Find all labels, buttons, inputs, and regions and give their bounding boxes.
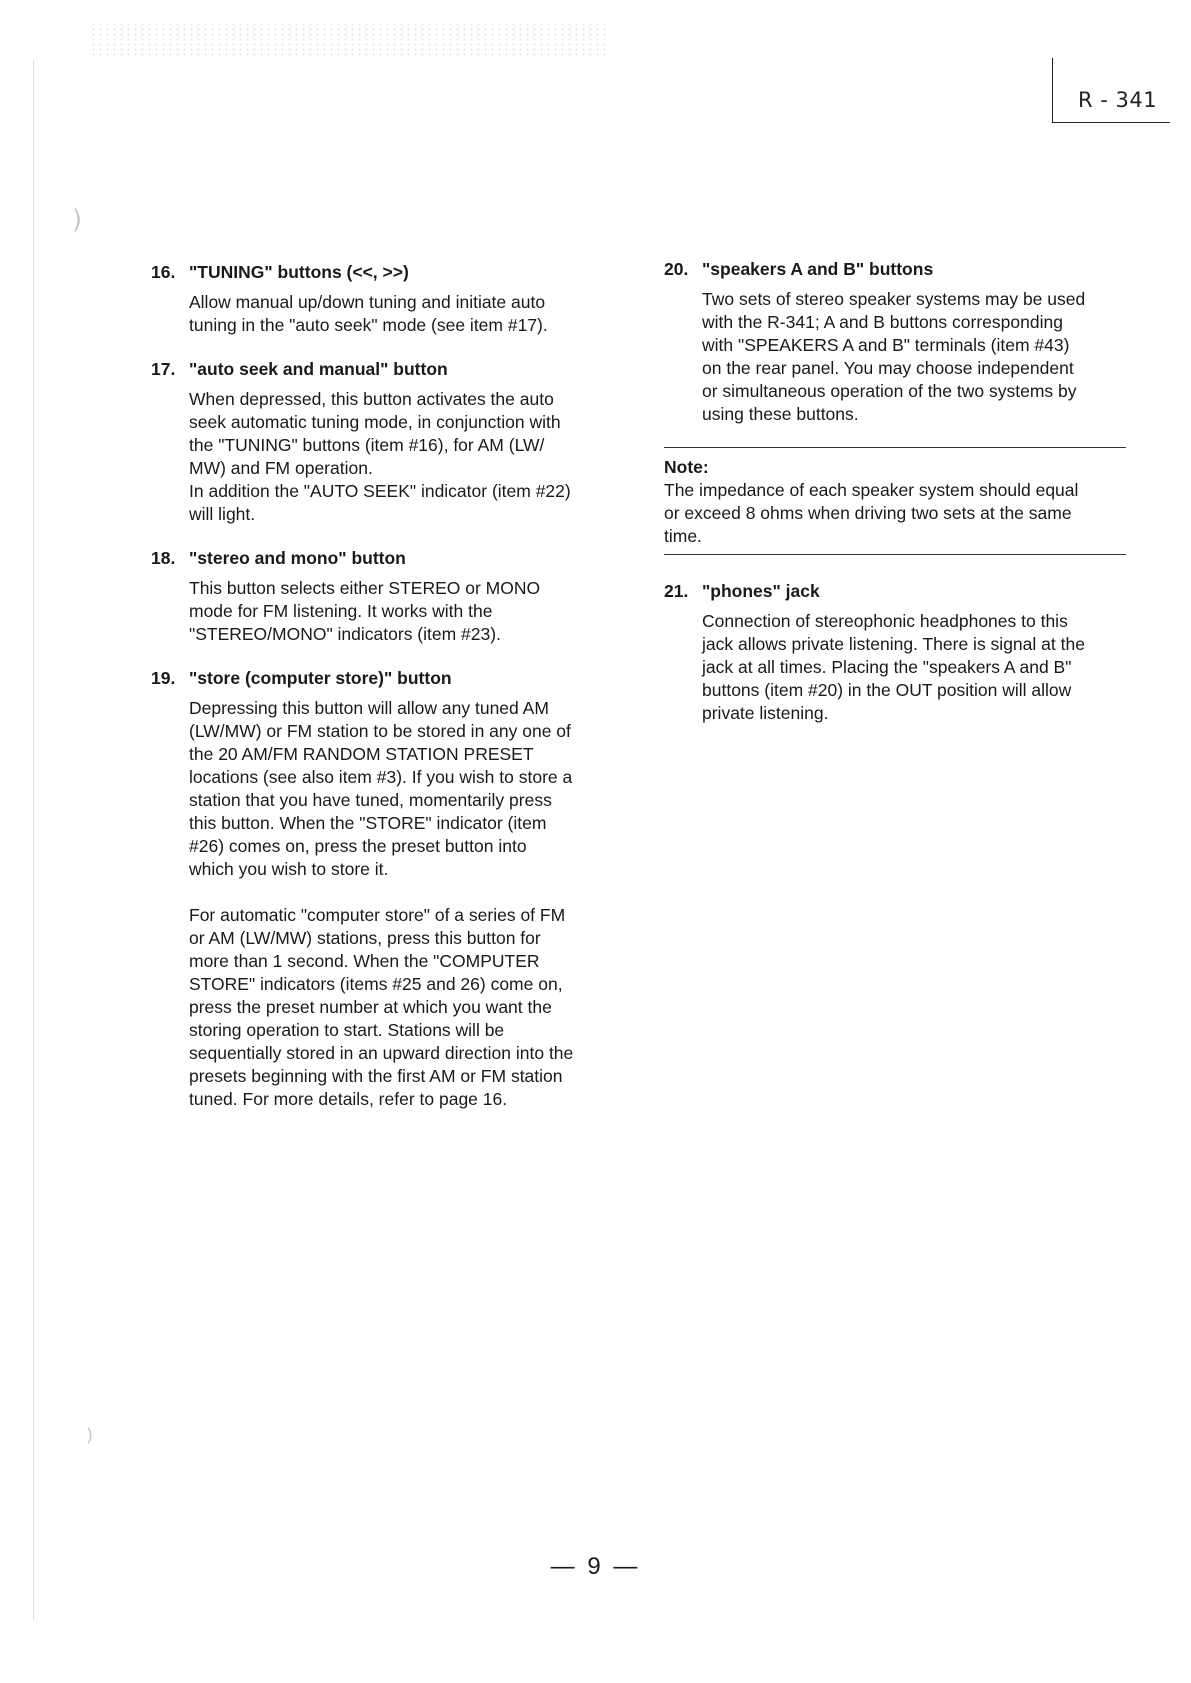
- item-description: Two sets of stereo speaker systems may be used with the R-341; A and B buttons corresponding with "SPEAKERS A and B" terminals (item #43) on the rear panel. You may choose independent or simultaneous operation of the two systems by using these buttons.: [702, 289, 1086, 424]
- item-heading: [151, 358, 621, 381]
- right-column: [664, 258, 1126, 746]
- item-heading: [664, 580, 1126, 603]
- item-21: [664, 580, 1126, 725]
- note-box: [664, 447, 1126, 555]
- item-number: 16.: [151, 262, 176, 282]
- item-description: Connection of stereophonic headphones to this jack allows private listening. There is signal at the jack at all times. Placing the "speakers A and B" buttons (item #20) in the OUT position will allow private listening.: [702, 611, 1085, 723]
- page-number: — 9 —: [550, 1553, 641, 1580]
- page-edge-line: [33, 60, 34, 1620]
- binding-mark: ): [86, 1425, 94, 1446]
- item-16: [151, 261, 621, 337]
- item-title: "store (computer store)" button: [189, 668, 452, 688]
- item-description: Allow manual up/down tuning and initiate auto tuning in the "auto seek" mode (see item #17).: [189, 292, 548, 335]
- item-description: This button selects either STEREO or MONO mode for FM listening. It works with the "STEREO/MONO" indicators (item #23).: [189, 578, 541, 644]
- item-number: 19.: [151, 668, 176, 688]
- note-title: Note:: [664, 457, 709, 477]
- item-heading: [151, 547, 621, 570]
- item-description: When depressed, this button activates the auto seek automatic tuning mode, in conjunction with the "TUNING" buttons (item #16), for AM (LW/ MW) and FM operation. In addition the "AUTO SEEK" indicator (item #22) will light.: [189, 389, 571, 524]
- item-title: "auto seek and manual" button: [189, 359, 448, 379]
- scan-noise: [90, 22, 610, 58]
- binding-mark: ): [72, 205, 83, 235]
- item-number: 20.: [664, 259, 689, 279]
- item-description: Depressing this button will allow any tuned AM (LW/MW) or FM station to be stored in any one of the 20 AM/FM RANDOM STATION PRESET locations (see also item #3). If you wish to store a station that you have tuned, momentarily press this button. When the "STORE" indicator (item #26) comes on, press the preset button into which you wish to store it.: [189, 698, 573, 879]
- item-number: 17.: [151, 359, 176, 379]
- item-title: "stereo and mono" button: [189, 548, 406, 568]
- left-column: [151, 261, 621, 1132]
- item-20: [664, 258, 1126, 426]
- item-heading: [151, 261, 621, 284]
- item-heading: [151, 667, 621, 690]
- note-text: The impedance of each speaker system should equal or exceed 8 ohms when driving two sets at the same time.: [664, 480, 1079, 546]
- item-title: "TUNING" buttons (<<, >>): [189, 262, 409, 282]
- item-title: "phones" jack: [702, 581, 820, 601]
- item-number: 21.: [664, 581, 689, 601]
- item-17: [151, 358, 621, 526]
- item-heading: [664, 258, 1126, 281]
- item-number: 18.: [151, 548, 176, 568]
- item-18: [151, 547, 621, 646]
- item-description: For automatic "computer store" of a series of FM or AM (LW/MW) stations, press this button for more than 1 second. When the "COMPUTER STORE" indicators (items #25 and 26) come on, press the preset number at which you want the storing operation to start. Stations will be sequentially stored in an upward direction into the presets beginning with the first AM or FM station tuned. For more details, refer to page 16.: [189, 905, 574, 1109]
- item-19: [151, 667, 621, 1111]
- item-title: "speakers A and B" buttons: [702, 259, 934, 279]
- model-number: R - 341: [1078, 88, 1158, 112]
